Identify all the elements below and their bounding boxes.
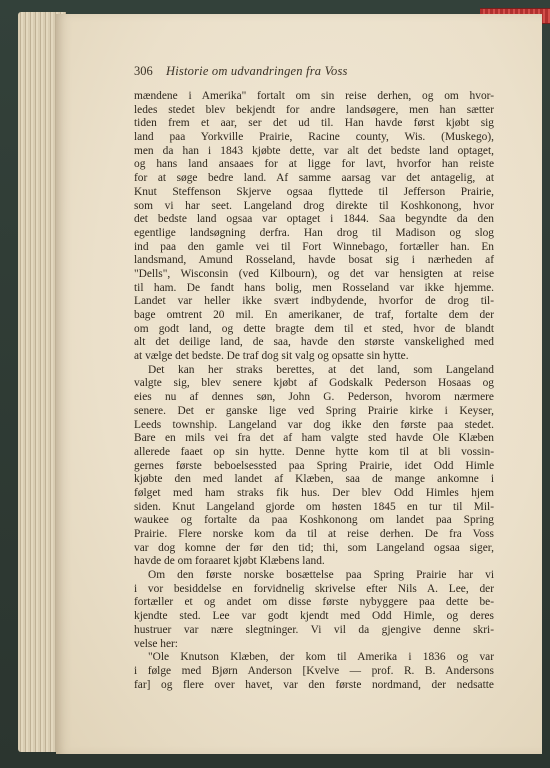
text-line: far] og flere over havet, var den første nordmand, der nedsatte <box>134 678 494 691</box>
body-text <box>134 90 494 692</box>
text-line: kjendte sted. Lee var godt kjendt med Odd Himle, og deres <box>134 610 494 623</box>
text-line: landsmand, Amund Rosseland, havde bosat sig i nærheden af <box>134 254 494 267</box>
text-line: senere. Det er ganske lige ved Spring Prairie kirke i Keyser, <box>134 404 494 417</box>
text-line: at vælge det bedste. De traf dog sit valg og opsatte sin hytte. <box>134 350 409 363</box>
text-line: gernes første beboelsessted paa Spring Prairie, idet Odd Himle <box>134 459 494 472</box>
text-line: var dog komne der før den tid; thi, som Langeland ogsaa siger, <box>134 541 494 554</box>
text-line: allerede faaet op sin hytte. Denne hytte kom til at bli vossin- <box>134 445 494 458</box>
text-line: følget med ham straks fik hus. Der blev Odd Himles hjem <box>134 486 494 499</box>
text-line: land paa Yorkville Prairie, Racine county, Wis. (Muskego), <box>134 131 494 144</box>
text-line: hustruer var nære slegtninger. Vi vil da gjengive denne skri- <box>134 623 494 636</box>
text-line: Landet var heller ikke svært indbydende, hvorfor de drog til- <box>134 295 494 308</box>
text-line: tiden frem et aar, ser det ud til. Han havde først kjøbt sig <box>134 117 494 130</box>
text-line: som vi har seet. Langeland drog direkte til Koshkonong, hvor <box>134 199 494 212</box>
text-line: om godt land, og dette bragte dem til et sted, hvor de blandt <box>134 322 494 335</box>
text-line: mændene i Amerika" fortalt om sin reise derhen, og om hvor- <box>134 90 494 102</box>
text-line: bage omtrent 20 mil. En amerikaner, de traf, fortalte dem der <box>134 309 494 321</box>
text-line: valgte sig, blev senere kjøbt af Godskalk Pederson Hosaas og <box>134 377 494 390</box>
text-line: men da han i 1843 kjøbte dette, var alt det bedste land optaget, <box>134 144 494 157</box>
text-line: ledes stedet blev bekjendt for andre landsøgere, men han sætter <box>134 103 494 116</box>
text-line: Om den første norske bosættelse paa Spring Prairie har vi <box>148 569 494 582</box>
text-line: egentlige landsøgning derfra. Han drog til Madison og slog <box>134 226 494 239</box>
text-line: alt det deilige land, de saa, havde den største vanskelighed med <box>134 336 494 349</box>
text-line: Prairie. Flere norske kom da til at reise derhen. De fra Voss <box>134 528 494 540</box>
text-line: i følge med Bjørn Anderson [Kvelve — prof. R. B. Andersons <box>134 664 494 677</box>
page-number: 306 <box>134 64 153 78</box>
text-line: Leeds township. Langeland var dog ikke den første paa stedet. <box>134 418 494 431</box>
text-line: "Dells", Wisconsin (ved Kilbourn), og det var hensigten at reise <box>134 267 494 280</box>
text-line: til ham. De fandt hans bolig, men Rosseland var ikke hjemme. <box>134 281 494 294</box>
text-line: siden. Knut Langeland gjorde om høsten 1845 en tur til Mil- <box>134 500 494 513</box>
text-line: det bedste land ogsaa var optaget i 1844. Saa begyndte da den <box>134 213 494 226</box>
text-line: Bare en mils vei fra det af ham valgte sted havde Ole Klæben <box>134 432 494 445</box>
text-line: for at søge bedre land. Af samme aarsag var det antagelig, at <box>134 172 494 185</box>
running-title: Historie om udvandringen fra Voss <box>166 64 348 78</box>
text-line: kjøbte den med landet af Klæben, saa de mange ankomne i <box>134 473 494 486</box>
text-line: eies nu af dennes søn, John G. Pederson, hvorom nærmere <box>134 391 494 404</box>
text-line: Det kan her straks berettes, at det land, som Langeland <box>148 363 494 376</box>
text-line: og hans land ansaaes for at ligge for lavt, hvorfor han reiste <box>134 158 494 171</box>
text-line: Knut Steffenson Skjerve ogsaa flyttede til Jefferson Prairie, <box>134 185 494 198</box>
text-line: i vor besiddelse en forvidnelig skrivelse efter Nils A. Lee, der <box>134 582 494 595</box>
text-line: fortæller et og andet om disse første nybyggere paa dette be- <box>134 596 494 609</box>
text-line: velse her: <box>134 637 178 650</box>
text-line: "Ole Knutson Klæben, der kom til Amerika i 1836 og var <box>148 651 494 664</box>
text-line: waukee og fortalte da paa Koshkonong om landet paa Spring <box>134 514 494 527</box>
text-line: havde de om foraaret kjøbt Klæbens land. <box>134 555 325 568</box>
text-line: ind paa den gamle vei til Fort Winnebago, fortæller han. En <box>134 240 494 253</box>
